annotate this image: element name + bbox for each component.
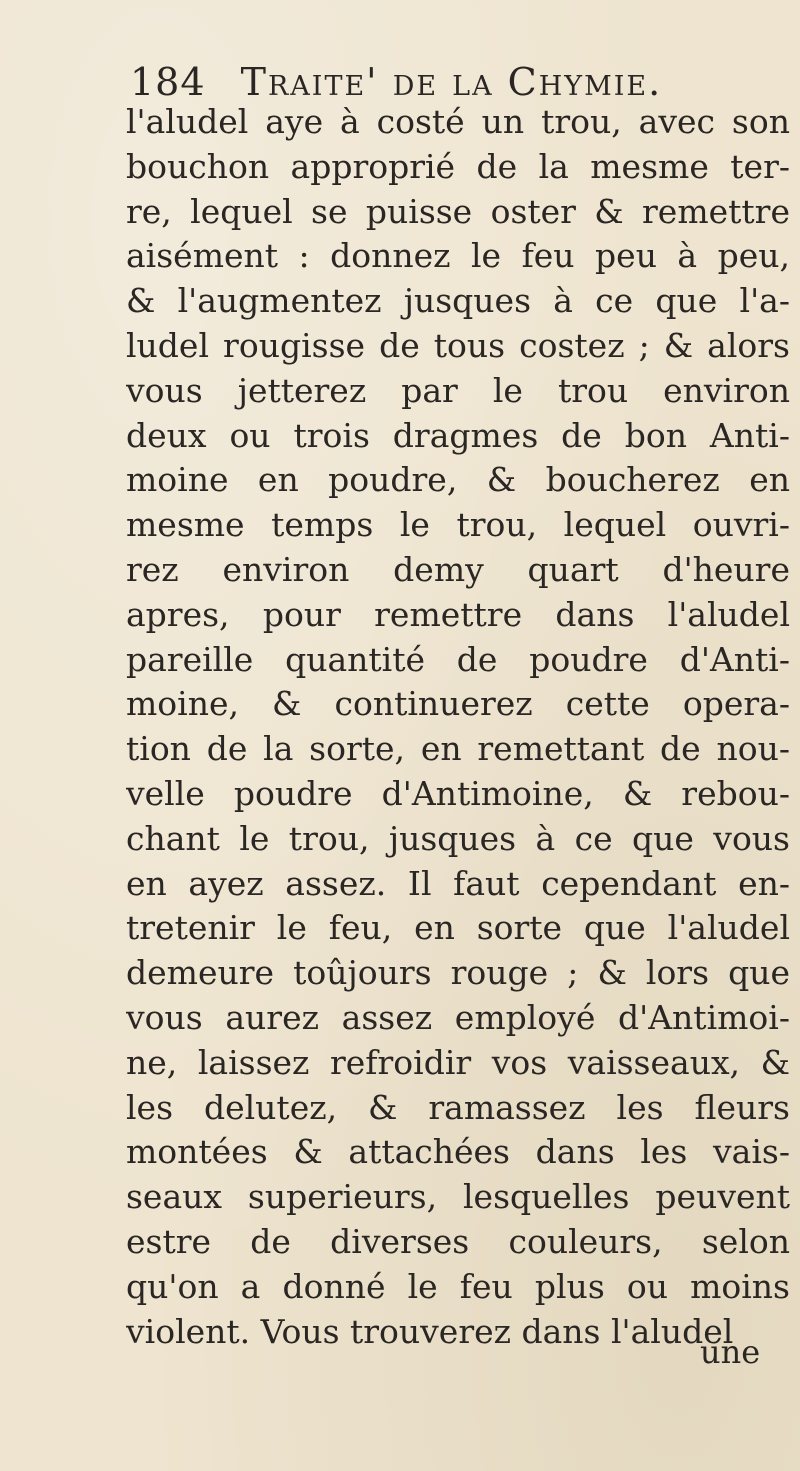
text-line: ludel rougisse de tous costez ; & alors (126, 325, 790, 365)
text-line: re, lequel se puisse oster & remettre (126, 191, 790, 231)
text-line: vous aurez assez employé d'Antimoi- (126, 997, 790, 1037)
text-line: velle poudre d'Antimoine, & rebou- (126, 773, 790, 813)
text-line: demeure toûjours rouge ; & lors que (126, 953, 790, 993)
catchword: une (700, 1333, 761, 1371)
text-line: violent. Vous trouverez dans l'aludel (126, 1311, 734, 1351)
text-line: & l'augmentez jusques à ce que l'a- (126, 281, 790, 321)
text-line: deux ou trois dragmes de bon Anti- (126, 415, 790, 455)
text-line: vous jetterez par le trou environ (126, 370, 790, 410)
text-line: rez environ demy quart d'heure (126, 549, 790, 589)
text-line: chant le trou, jusques à ce que vous (126, 818, 790, 858)
text-line: apres, pour remettre dans l'aludel (126, 594, 790, 634)
text-line: les delutez, & ramassez les fleurs (126, 1087, 790, 1127)
text-line: moine en poudre, & boucherez en (126, 460, 790, 500)
text-line: bouchon approprié de la mesme ter- (126, 146, 790, 186)
text-line: aisément : donnez le feu peu à peu, (126, 236, 790, 276)
text-line: seaux superieurs, lesquelles peuvent (126, 1177, 790, 1217)
text-line: tretenir le feu, en sorte que l'aludel (126, 908, 790, 948)
text-line: ne, laissez refroidir vos vaisseaux, & (126, 1042, 790, 1082)
running-title: Traite' de la Chymie. (240, 60, 663, 104)
page-number: 184 (130, 60, 206, 104)
body-text (126, 100, 790, 1354)
text-line: en ayez assez. Il faut cependant en- (126, 863, 790, 903)
text-line: moine, & continuerez cette opera- (126, 684, 790, 724)
text-line: qu'on a donné le feu plus ou moins (126, 1266, 790, 1306)
text-line: montées & attachées dans les vais- (126, 1132, 790, 1172)
text-line: l'aludel aye à costé un trou, avec son (126, 102, 790, 141)
text-line: estre de diverses couleurs, selon (126, 1221, 790, 1261)
text-line: mesme temps le trou, lequel ouvri- (126, 505, 790, 545)
text-line: pareille quantité de poudre d'Anti- (126, 639, 790, 679)
text-line: tion de la sorte, en remettant de nou- (126, 729, 790, 769)
